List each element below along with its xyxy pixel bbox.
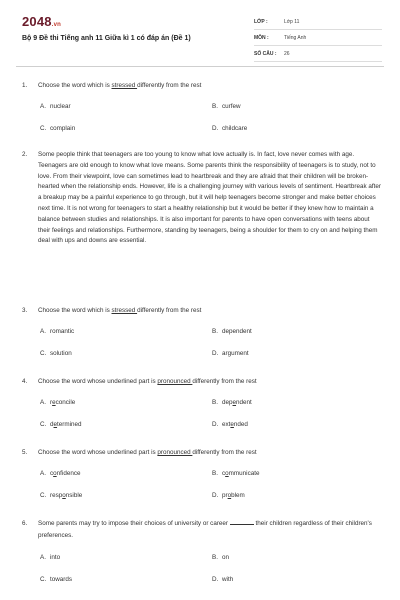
option-c[interactable] [40,125,75,132]
option-d[interactable] [212,125,247,132]
question-number: 1. [22,82,28,89]
header-divider [16,66,384,67]
option-text: ndent [236,399,252,406]
question-number: 3. [22,307,28,314]
option-text: r [50,399,53,406]
option-letter: C. [40,421,47,428]
underlined-letter: e [230,421,234,428]
underlined-letter: o [53,470,57,477]
meta-row-question-count [254,46,382,62]
option-text: blem [231,492,245,499]
option-a[interactable] [40,470,80,477]
option-text: d [50,421,54,428]
option-c[interactable] [40,350,72,357]
option-letter: A. [40,554,46,561]
question-1 [22,80,382,92]
question-4 [22,376,382,388]
question-text-part: differently from the rest [137,307,202,314]
question-text-part: Choose the word which is [38,307,112,314]
meta-row-subject [254,30,382,46]
option-text: with [222,576,234,583]
option-letter: C. [40,350,47,357]
question-text [38,305,382,317]
meta-key: SỐ CÂU : [254,50,277,57]
option-text: childcare [222,125,248,132]
option-letter: C. [40,576,47,583]
question-text-part: differently from the rest [137,82,202,89]
option-text: dep [222,399,233,406]
option-a[interactable] [40,103,71,110]
meta-key: LỚP : [254,18,268,25]
option-a[interactable] [40,328,74,335]
question-text-part: Choose the word whose underlined part is [38,378,158,385]
option-d[interactable] [212,421,248,428]
underlined-letter: o [62,492,66,499]
option-letter: B. [212,399,218,406]
option-c[interactable] [40,576,72,583]
option-b[interactable] [212,328,252,335]
option-text: complain [50,125,76,132]
option-text: termined [57,421,82,428]
option-text: towards [50,576,73,583]
meta-row-class [254,14,382,30]
underlined-letter: e [52,399,56,406]
option-c[interactable] [40,421,82,428]
question-text-part: their children regardless of their children's preferences. [38,520,372,539]
option-text: ext [222,421,231,428]
option-text: romantic [50,328,75,335]
option-letter: A. [40,470,46,477]
logo-text: 2048 [22,14,52,29]
question-text [38,80,382,92]
option-letter: B. [212,554,218,561]
option-letter: D. [212,350,219,357]
option-letter: B. [212,328,218,335]
option-letter: D. [212,576,219,583]
question-5 [22,447,382,459]
option-letter: B. [212,103,218,110]
option-letter: D. [212,125,219,132]
option-text: c [50,470,54,477]
question-number: 6. [22,520,28,527]
option-text: nuclear [50,103,71,110]
option-b[interactable] [212,399,252,406]
question-6 [22,518,382,541]
option-a[interactable] [40,554,60,561]
document-title: Bộ 9 Đề thi Tiếng anh 11 Giữa kì 1 có đáp án (Đề 1) [22,35,191,42]
page-header [22,14,382,62]
answer-blank [230,518,254,525]
meta-value: Lớp 11 [284,18,300,25]
question-number: 4. [22,378,28,385]
logo-suffix: .vn [51,22,62,28]
option-d[interactable] [212,576,233,583]
underlined-word: pronounced [157,449,193,456]
option-text: dependent [222,328,252,335]
option-letter: D. [212,492,219,499]
option-letter: A. [40,328,46,335]
option-c[interactable] [40,492,82,499]
option-text: nfidence [56,470,81,477]
option-text: pr [222,492,228,499]
question-text [38,518,382,541]
option-letter: B. [212,470,218,477]
question-text-part: Choose the word whose underlined part is [38,449,158,456]
underlined-letter: o [225,470,229,477]
site-logo[interactable] [22,14,61,29]
underlined-letter: o [227,492,232,499]
underlined-letter: e [232,399,237,406]
option-letter: D. [212,421,219,428]
meta-key: MÔN : [254,34,269,41]
option-letter: A. [40,103,46,110]
question-2 [22,150,382,247]
question-text-part: differently from the rest [192,378,257,385]
underlined-word: stressed [111,82,138,89]
underlined-letter: e [53,421,58,428]
question-text-part: differently from the rest [192,449,257,456]
option-b[interactable] [212,554,229,561]
option-letter: A. [40,399,46,406]
option-text: nsible [65,492,83,499]
option-d[interactable] [212,492,245,499]
question-3 [22,305,382,317]
option-text: curfew [222,103,241,110]
underlined-word: pronounced [157,378,193,385]
meta-value: 26 [284,50,290,57]
option-text: solution [50,350,72,357]
option-text: mmunicate [228,470,260,477]
option-text: concile [55,399,76,406]
meta-table [254,14,382,62]
option-text: nded [233,421,248,428]
option-text: argument [222,350,249,357]
option-text: on [222,554,230,561]
underlined-word: stressed [111,307,138,314]
question-text [38,376,382,388]
option-b[interactable] [212,470,259,477]
option-b[interactable] [212,103,241,110]
option-a[interactable] [40,399,75,406]
question-number: 2. [22,151,28,158]
option-text: c [222,470,226,477]
question-text-part: Choose the word which is [38,82,112,89]
question-number: 5. [22,449,28,456]
option-d[interactable] [212,350,249,357]
reading-passage: Some people think that teenagers are too young to know what love actually is. In fact, love never comes with age. Teenagers are old enough to know what love means. Some parents think the responsibility of teenagers is to study, not to love. From their viewpoint, love can sometimes lead to heartbreak and they are afraid that their children will be broken-hearted when the relationship ends. However, life is a challenging journey with various levels of sentiment. Heartbreak after a breakup may be a painful experience to go through, but it will help teenagers become stronger and make better choices next time. It is not wrong for teenagers to start a healthy relationship but it would be better if they knew how to maintain a balance between studies and relationships. It is also important for parents to have open conversations with teens about their feelings and relationships. Furthermore, standing by teenagers, being a shoulder for them to cry on and helping them deal with ups and downs are essential. [38,151,382,245]
option-text: into [50,554,61,561]
question-text-part: Some parents may try to impose their choices of university or career [38,520,230,527]
question-text [38,447,382,459]
option-letter: C. [40,125,47,132]
meta-value: Tiếng Anh [284,34,307,41]
option-letter: C. [40,492,47,499]
option-text: resp [50,492,63,499]
